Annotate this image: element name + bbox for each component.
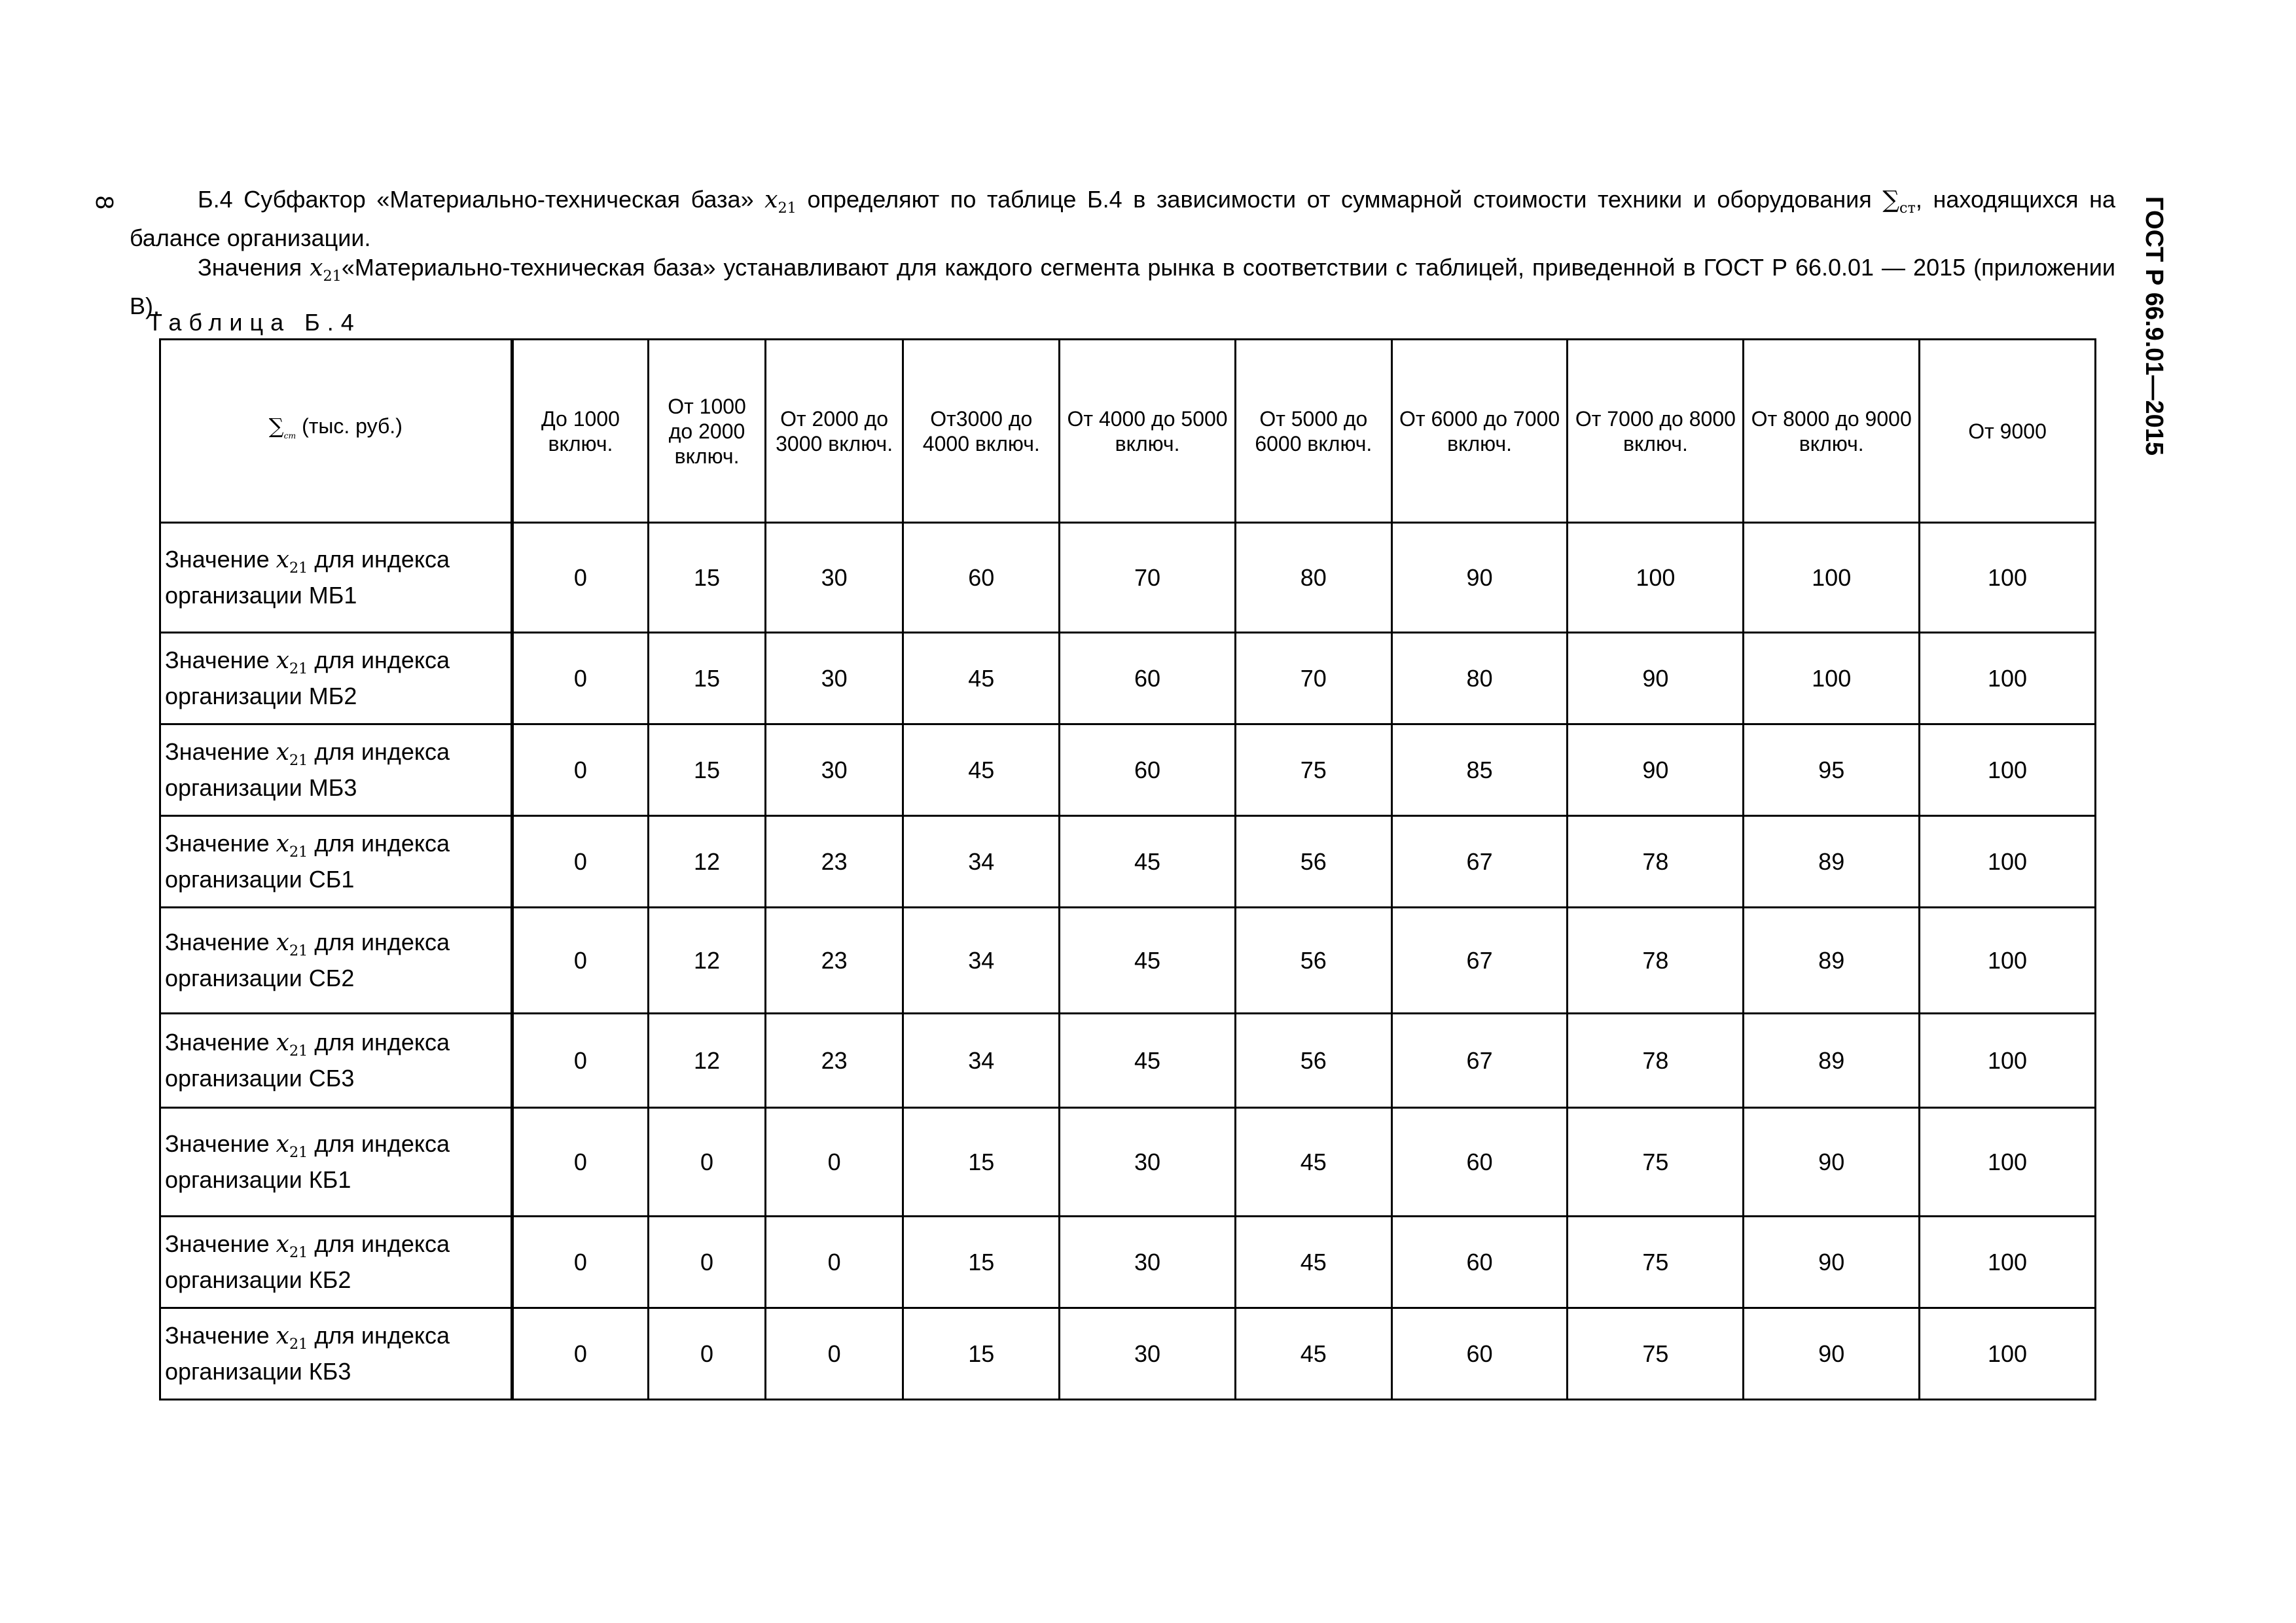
value-cell: 90 <box>1744 1217 1920 1308</box>
value-cell: 70 <box>1060 523 1236 633</box>
table-row <box>160 1308 2096 1400</box>
table-row <box>160 816 2096 908</box>
row-label: Значение $x_{21}$ для индекса организации КБ3 <box>160 1308 512 1400</box>
value-cell: 23 <box>765 816 903 908</box>
value-cell: 75 <box>1568 1108 1744 1217</box>
value-cell: 100 <box>1568 523 1744 633</box>
value-cell: 15 <box>649 523 766 633</box>
value-cell: 30 <box>765 633 903 724</box>
value-cell: 34 <box>903 908 1060 1014</box>
value-cell: 30 <box>1060 1217 1236 1308</box>
variable-x21: $x_{21}$ <box>276 1029 308 1060</box>
header-cell: От 5000 до 6000 включ. <box>1235 340 1391 523</box>
value-cell: 90 <box>1568 724 1744 816</box>
value-cell: 60 <box>903 523 1060 633</box>
value-cell: 67 <box>1391 816 1568 908</box>
value-cell: 56 <box>1235 908 1391 1014</box>
paragraph-b4 <box>130 185 2115 253</box>
value-cell: 0 <box>512 1108 649 1217</box>
table-row <box>160 1014 2096 1108</box>
value-cell: 30 <box>1060 1108 1236 1217</box>
value-cell: 89 <box>1744 816 1920 908</box>
table-row <box>160 523 2096 633</box>
value-cell: 80 <box>1235 523 1391 633</box>
value-cell: 60 <box>1060 724 1236 816</box>
value-cell: 15 <box>649 633 766 724</box>
table-caption: Таблица Б.4 <box>148 309 361 336</box>
value-cell: 75 <box>1235 724 1391 816</box>
paragraph-values <box>130 253 2115 321</box>
header-cell: От 9000 <box>1920 340 2096 523</box>
value-cell: 100 <box>1920 1014 2096 1108</box>
value-cell: 100 <box>1920 816 2096 908</box>
value-cell: 0 <box>512 523 649 633</box>
header-cell: От 2000 до 3000 включ. <box>765 340 903 523</box>
value-cell: 78 <box>1568 908 1744 1014</box>
value-cell: 0 <box>649 1108 766 1217</box>
value-cell: 70 <box>1235 633 1391 724</box>
table-row <box>160 908 2096 1014</box>
value-cell: 45 <box>1060 908 1236 1014</box>
value-cell: 100 <box>1920 1308 2096 1400</box>
paragraph-text: Значения <box>198 254 310 281</box>
value-cell: 100 <box>1744 523 1920 633</box>
value-cell: 45 <box>1235 1217 1391 1308</box>
value-cell: 60 <box>1060 633 1236 724</box>
body-text <box>130 185 2115 321</box>
header-cell: От 1000 до 2000 включ. <box>649 340 766 523</box>
value-cell: 34 <box>903 816 1060 908</box>
value-cell: 30 <box>765 724 903 816</box>
value-cell: 78 <box>1568 816 1744 908</box>
value-cell: 0 <box>512 633 649 724</box>
value-cell: 60 <box>1391 1308 1568 1400</box>
value-cell: 0 <box>649 1308 766 1400</box>
header-cell: От 8000 до 9000 включ. <box>1744 340 1920 523</box>
value-cell: 0 <box>765 1308 903 1400</box>
paragraph-text: определяют по таблице Б.4 в зависимости от суммарной стоимости техники и оборудования <box>796 186 1883 213</box>
value-cell: 15 <box>903 1308 1060 1400</box>
row-label: Значение $x_{21}$ для индекса организации МБ3 <box>160 724 512 816</box>
value-cell: 95 <box>1744 724 1920 816</box>
table-header-row <box>160 340 2096 523</box>
variable-x21: $x_{21}$ <box>276 830 308 861</box>
value-cell: 0 <box>512 1308 649 1400</box>
value-cell: 45 <box>1235 1108 1391 1217</box>
variable-x21: $x_{21}$ <box>276 647 308 678</box>
value-cell: 60 <box>1391 1108 1568 1217</box>
paragraph-text: Б.4 Субфактор «Материально-техническая база» <box>198 186 765 213</box>
value-cell: 90 <box>1391 523 1568 633</box>
value-cell: 60 <box>1391 1217 1568 1308</box>
header-cell-sum: $\sum_{cm}$ (тыс. руб.) <box>160 340 512 523</box>
value-cell: 100 <box>1920 908 2096 1014</box>
value-cell: 0 <box>512 1014 649 1108</box>
value-cell: 12 <box>649 816 766 908</box>
variable-x21: $x_{21}$ <box>276 1322 308 1353</box>
value-cell: 75 <box>1568 1217 1744 1308</box>
paragraph-text: «Материально-техническая база» устанавливают для каждого сегмента рынка в соответствии с таблицей, приведенной в ГОСТ Р 66.0.01 — 2015 (приложении В). <box>130 254 2115 320</box>
header-cell: От 6000 до 7000 включ. <box>1391 340 1568 523</box>
table-row <box>160 724 2096 816</box>
value-cell: 56 <box>1235 816 1391 908</box>
value-cell: 34 <box>903 1014 1060 1108</box>
value-cell: 0 <box>649 1217 766 1308</box>
value-cell: 100 <box>1920 724 2096 816</box>
value-cell: 15 <box>903 1217 1060 1308</box>
value-cell: 45 <box>1060 816 1236 908</box>
value-cell: 0 <box>765 1108 903 1217</box>
value-cell: 45 <box>1235 1308 1391 1400</box>
value-cell: 75 <box>1568 1308 1744 1400</box>
value-cell: 100 <box>1920 523 2096 633</box>
value-cell: 30 <box>765 523 903 633</box>
subfactor-table <box>159 338 2096 1400</box>
header-cell: От 7000 до 8000 включ. <box>1568 340 1744 523</box>
value-cell: 0 <box>512 1217 649 1308</box>
value-cell: 78 <box>1568 1014 1744 1108</box>
value-cell: 12 <box>649 908 766 1014</box>
value-cell: 0 <box>512 908 649 1014</box>
header-cell: От 4000 до 5000 включ. <box>1060 340 1236 523</box>
value-cell: 100 <box>1920 1108 2096 1217</box>
value-cell: 67 <box>1391 908 1568 1014</box>
table-row <box>160 633 2096 724</box>
value-cell: 45 <box>1060 1014 1236 1108</box>
variable-x21: $x_{21}$ <box>276 738 308 770</box>
value-cell: 0 <box>512 724 649 816</box>
value-cell: 30 <box>1060 1308 1236 1400</box>
value-cell: 45 <box>903 633 1060 724</box>
value-cell: 89 <box>1744 1014 1920 1108</box>
value-cell: 0 <box>512 816 649 908</box>
row-label: Значение $x_{21}$ для индекса организации МБ1 <box>160 523 512 633</box>
value-cell: 90 <box>1568 633 1744 724</box>
value-cell: 15 <box>649 724 766 816</box>
row-label: Значение $x_{21}$ для индекса организации СБ2 <box>160 908 512 1014</box>
variable-x21: $x_{21}$ <box>276 1230 308 1262</box>
sum-symbol: $\sum_{ст}$ <box>1882 187 1916 217</box>
variable-x21: $x_{21}$ <box>276 929 308 960</box>
header-cell: От3000 до 4000 включ. <box>903 340 1060 523</box>
variable-x21: $x_{21}$ <box>276 1130 308 1162</box>
value-cell: 15 <box>903 1108 1060 1217</box>
value-cell: 56 <box>1235 1014 1391 1108</box>
variable-x21: $x_{21}$ <box>310 255 342 285</box>
row-label: Значение $x_{21}$ для индекса организации СБ3 <box>160 1014 512 1108</box>
variable-x21: $x_{21}$ <box>276 546 308 577</box>
table-row <box>160 1108 2096 1217</box>
value-cell: 23 <box>765 1014 903 1108</box>
value-cell: 23 <box>765 908 903 1014</box>
value-cell: 90 <box>1744 1308 1920 1400</box>
value-cell: 100 <box>1920 1217 2096 1308</box>
value-cell: 100 <box>1744 633 1920 724</box>
paragraph-text: , находящихся на балансе организации. <box>130 186 2115 252</box>
row-label: Значение $x_{21}$ для индекса организации КБ1 <box>160 1108 512 1217</box>
value-cell: 80 <box>1391 633 1568 724</box>
value-cell: 100 <box>1920 633 2096 724</box>
row-label: Значение $x_{21}$ для индекса организации КБ2 <box>160 1217 512 1308</box>
value-cell: 85 <box>1391 724 1568 816</box>
variable-x21: $x_{21}$ <box>764 187 797 217</box>
header-cell: До 1000 включ. <box>512 340 649 523</box>
row-label: Значение $x_{21}$ для индекса организации МБ2 <box>160 633 512 724</box>
value-cell: 45 <box>903 724 1060 816</box>
value-cell: 67 <box>1391 1014 1568 1108</box>
value-cell: 90 <box>1744 1108 1920 1217</box>
page-number: 8 <box>90 195 118 210</box>
table-row <box>160 1217 2096 1308</box>
running-head: ГОСТ Р 66.9.01—2015 <box>2140 196 2168 456</box>
row-label: Значение $x_{21}$ для индекса организации СБ1 <box>160 816 512 908</box>
value-cell: 89 <box>1744 908 1920 1014</box>
value-cell: 0 <box>765 1217 903 1308</box>
value-cell: 12 <box>649 1014 766 1108</box>
sum-symbol: $\sum_{cm}$ <box>268 414 296 440</box>
